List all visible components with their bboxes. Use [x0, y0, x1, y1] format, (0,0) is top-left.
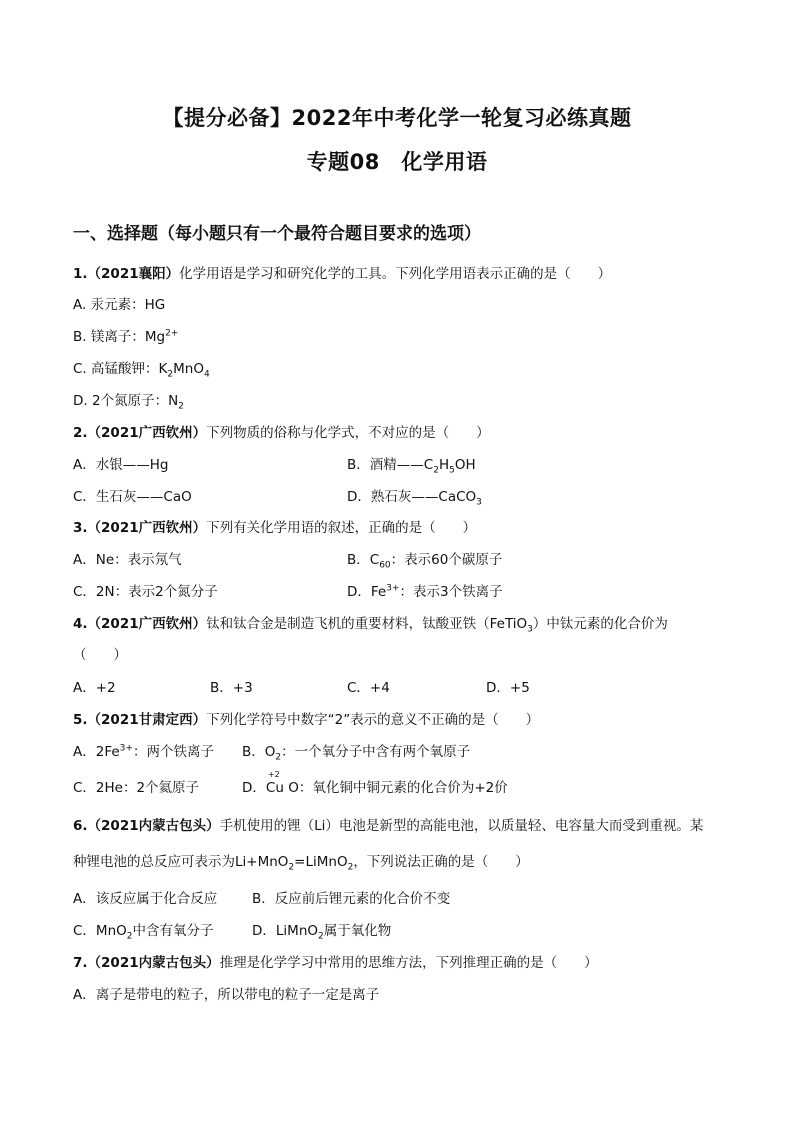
- question-2-option-d: D．熟石灰——CaCO$_3$: [347, 489, 482, 508]
- question-7-stem: 7.（2021内蒙古包头）推理是化学学习中常用的思维方法，下列推理正确的是（ ）: [73, 955, 598, 971]
- page-title: 【提分必备】2022年中考化学一轮复习必练真题: [162, 106, 632, 130]
- question-3-option-c: C．2N：表示2个氮分子: [73, 584, 218, 600]
- question-1-option-a: A. 汞元素：HG: [73, 297, 166, 313]
- question-2-option-b: B．酒精$——C_2H_5OH$: [347, 457, 476, 476]
- question-2-option-a: A．水银——Hg: [73, 457, 169, 473]
- question-6-option-b: B．反应前后锂元素的化合价不变: [252, 891, 451, 907]
- question-3-stem: 3.（2021广西钦州）下列有关化学用语的叙述，正确的是（ ）: [73, 520, 477, 536]
- question-6-option-a: A．该反应属于化合反应: [73, 891, 218, 907]
- valence-notation: +2 Cu: [265, 770, 284, 796]
- question-6-stem-line-2: 种锂电池的总反应可表示为Li+MnO$_2$=LiMnO$_2$，下列说法正确的是（ ）: [73, 854, 529, 873]
- question-3-option-d: D．$Fe^{3+}$：表示3个铁离子: [347, 583, 503, 600]
- question-5-option-b: B．$O_2$：一个氧分子中含有两个氧原子: [242, 744, 471, 763]
- question-1-option-b: B. 镁离子：$Mg^{2+}$: [73, 328, 179, 345]
- question-4-option-c: C．+4: [347, 680, 390, 696]
- question-1-stem: 1.（2021襄阳）化学用语是学习和研究化学的工具。下列化学用语表示正确的是（ ）: [73, 266, 612, 282]
- question-4-answer-paren: （ ）: [73, 647, 127, 663]
- question-3-option-a: A．Ne：表示氖气: [73, 552, 182, 568]
- question-4-stem: 4.（2021广西钦州）钛和钛合金是制造飞机的重要材料，钛酸亚铁（FeTiO$_3$）中钛元素的化合价为: [73, 616, 668, 635]
- question-5-option-d: D． +2 Cu O：氧化铜中铜元素的化合价为+2价: [242, 770, 508, 796]
- question-6-option-d: D．LiMnO$_2$属于氧化物: [252, 923, 392, 942]
- question-4-option-a: A．+2: [73, 680, 116, 696]
- question-7-option-a: A．离子是带电的粒子，所以带电的粒子一定是离子: [73, 987, 380, 1003]
- question-1-option-c: C. 高锰酸钾：$K_2MnO_4$: [73, 361, 210, 380]
- question-2-option-c: C．生石灰——CaO: [73, 489, 192, 505]
- section-heading: 一、选择题（每小题只有一个最符合题目要求的选项）: [73, 224, 481, 244]
- question-6-option-c: C．MnO$_2$中含有氧分子: [73, 923, 214, 942]
- question-1-option-d: D. 2个氮原子：$N_2$: [73, 393, 184, 412]
- question-5-stem: 5.（2021甘肃定西）下列化学符号中数字“2”表示的意义不正确的是（ ）: [73, 712, 540, 728]
- question-2-stem: 2.（2021广西钦州）下列物质的俗称与化学式，不对应的是（ ）: [73, 425, 490, 441]
- question-5-option-c: C．2He：2个氦原子: [73, 780, 200, 796]
- question-5-option-a: A．$2Fe^{3+}$：两个铁离子: [73, 743, 214, 760]
- page-subtitle: 专题08 化学用语: [306, 150, 488, 174]
- question-6-stem-line-1: 6.（2021内蒙古包头）手机使用的锂（Li）电池是新型的高能电池，以质量轻、电容量大而受到重视。某: [73, 818, 704, 834]
- question-4-option-d: D．+5: [486, 680, 530, 696]
- question-3-option-b: B．$C_{60}$：表示60个碳原子: [347, 552, 503, 571]
- question-4-option-b: B．+3: [210, 680, 253, 696]
